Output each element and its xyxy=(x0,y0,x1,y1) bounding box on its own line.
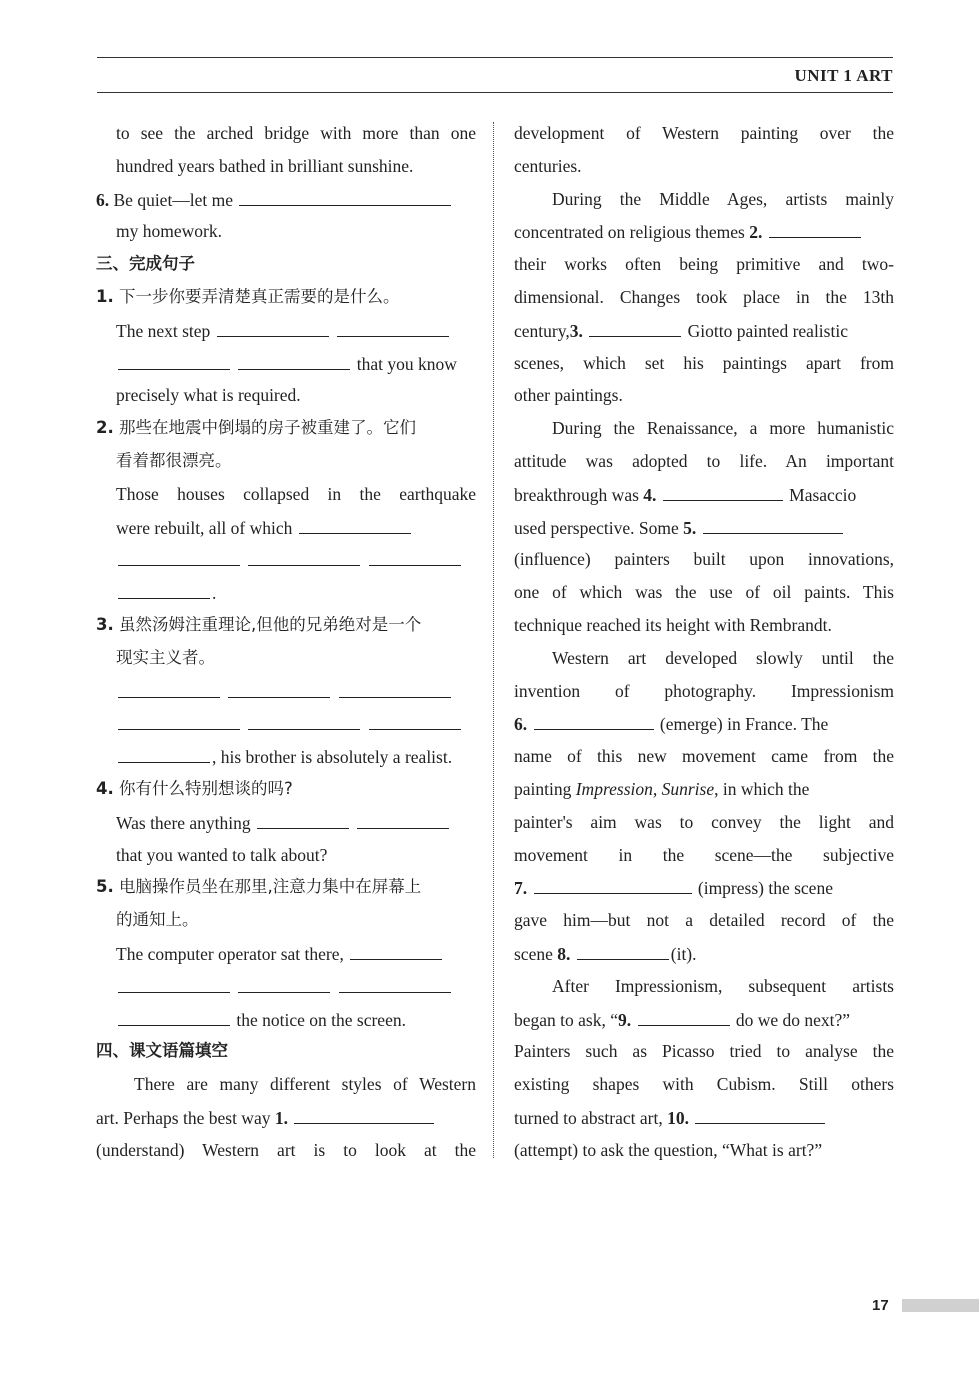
passage-line xyxy=(514,314,894,347)
left-column xyxy=(96,117,476,1167)
passage-line xyxy=(514,511,894,544)
answer-blank[interactable] xyxy=(239,183,451,206)
blank-number: 6. xyxy=(514,714,528,735)
question-number: 3. xyxy=(96,614,114,634)
page-number: 17 xyxy=(872,1297,889,1314)
text-line: scenes, which set his paintings apart from xyxy=(514,352,894,373)
sentence-text: The computer operator sat there, xyxy=(116,943,344,964)
question-number: 4. xyxy=(96,778,114,798)
passage-line xyxy=(514,871,894,904)
text-line: (attempt) to ask the question, “What is art?” xyxy=(514,1139,823,1160)
text-line: Those houses collapsed in the earthquake xyxy=(116,483,476,504)
answer-blank[interactable] xyxy=(118,1003,230,1026)
chinese-prompt: 虽然汤姆注重理论,但他的兄弟绝对是一个 xyxy=(113,614,422,634)
text-line: Western art developed slowly until the xyxy=(552,647,894,668)
sentence-2-line xyxy=(96,543,476,576)
text-line: technique reached its height with Rembrandt. xyxy=(514,614,832,635)
answer-blank[interactable] xyxy=(339,970,451,993)
sentence-text: . xyxy=(212,583,217,604)
chinese-prompt: 下一步你要弄清楚真正需要的是什么。 xyxy=(113,286,400,306)
sentence-1-line xyxy=(96,314,476,347)
passage-text: (impress) the scene xyxy=(697,878,833,899)
blank-number: 5. xyxy=(683,517,697,538)
sentence-text: The next step xyxy=(116,320,211,341)
passage-text: Masaccio xyxy=(789,484,857,505)
text-line: movement in the scene—the subjective xyxy=(514,844,894,865)
answer-blank[interactable] xyxy=(534,707,654,730)
sentence-text: Was there anything xyxy=(116,812,251,833)
header-top-rule xyxy=(97,57,893,58)
chinese-prompt: 你有什么特别想谈的吗? xyxy=(113,778,293,798)
question-number: 6. xyxy=(96,189,110,210)
answer-blank[interactable] xyxy=(663,478,783,501)
passage-text: do we do next?” xyxy=(735,1009,851,1030)
text-line: (influence) painters built upon innovations, xyxy=(514,549,894,570)
answer-blank[interactable] xyxy=(534,871,692,894)
sentence-text: the notice on the screen. xyxy=(236,1009,406,1030)
passage-text: Giotto painted realistic xyxy=(687,320,848,341)
sentence-3-line xyxy=(96,675,476,708)
answer-blank[interactable] xyxy=(238,347,350,370)
passage-line xyxy=(514,937,894,970)
answer-blank[interactable] xyxy=(337,314,449,337)
sentence-1-line xyxy=(96,347,476,380)
text-line: During the Renaissance, a more humanistic xyxy=(552,418,894,439)
text-line: gave him—but not a detailed record of the xyxy=(514,910,894,931)
text-line: Painters such as Picasso tried to analyse the xyxy=(514,1041,894,1062)
sentence-text: that you know xyxy=(356,353,457,374)
text-line: attitude was adopted to life. An important xyxy=(514,450,894,471)
passage-text: turned to abstract art, xyxy=(514,1107,663,1128)
chinese-prompt: 电脑操作员坐在那里,注意力集中在屏幕上 xyxy=(113,877,422,897)
answer-blank[interactable] xyxy=(357,806,449,829)
answer-blank[interactable] xyxy=(369,543,461,566)
right-column xyxy=(514,117,894,1167)
unit-header: UNIT 1 ART xyxy=(794,66,893,85)
sentence-2-line xyxy=(96,576,476,609)
passage-line xyxy=(514,707,894,740)
sentence-5-line xyxy=(96,1003,476,1036)
answer-blank[interactable] xyxy=(118,675,220,698)
sentence-2-chinese xyxy=(96,412,476,445)
section-heading-4: 四、课文语篇填空 xyxy=(96,1041,228,1061)
sentence-3-chinese xyxy=(96,609,476,642)
passage-line xyxy=(96,1101,476,1134)
answer-blank[interactable] xyxy=(248,543,360,566)
sentence-5-chinese xyxy=(96,871,476,904)
blank-number: 1. xyxy=(274,1107,288,1128)
text-line: existing shapes with Cubism. Still others xyxy=(514,1074,894,1095)
passage-text: used perspective. Some xyxy=(514,517,679,538)
answer-blank[interactable] xyxy=(638,1003,730,1026)
question-number: 1. xyxy=(96,286,114,306)
blank-number: 2. xyxy=(749,222,763,243)
text-line: painter's aim was to convey the light and xyxy=(514,811,894,832)
passage-line xyxy=(514,1101,894,1134)
page-number-bar xyxy=(902,1299,979,1312)
answer-blank[interactable] xyxy=(118,707,240,730)
text-line: that you wanted to talk about? xyxy=(116,844,328,865)
answer-blank[interactable] xyxy=(118,970,230,993)
text-line: my homework. xyxy=(116,221,222,242)
passage-text: art. Perhaps the best way xyxy=(96,1107,271,1128)
answer-blank[interactable] xyxy=(299,511,411,534)
text-line: hundred years bathed in brilliant sunshine. xyxy=(116,155,414,176)
text-line: name of this new movement came from the xyxy=(514,746,894,767)
text-line: to see the arched bridge with more than one xyxy=(116,123,476,143)
painting-title: Impression, Sunrise xyxy=(575,778,715,799)
passage-line xyxy=(514,1003,894,1036)
text-line: There are many different styles of Western xyxy=(134,1074,476,1095)
answer-blank[interactable] xyxy=(238,970,330,993)
chinese-prompt: 那些在地震中倒塌的房子被重建了。它们 xyxy=(113,418,416,438)
blank-number: 10. xyxy=(667,1107,689,1128)
question-text: Be quiet—let me xyxy=(109,189,234,210)
sentence-4-chinese xyxy=(96,773,476,806)
blank-number: 8. xyxy=(557,943,571,964)
answer-blank[interactable] xyxy=(217,314,329,337)
blank-number: 7. xyxy=(514,878,528,899)
passage-text: scene xyxy=(514,943,553,964)
sentence-3-line xyxy=(96,740,476,773)
answer-blank[interactable] xyxy=(695,1101,825,1124)
chinese-prompt: 看着都很漂亮。 xyxy=(116,450,232,470)
blank-number: 3. xyxy=(569,320,583,341)
answer-blank[interactable] xyxy=(589,314,681,337)
text-line: centuries. xyxy=(514,155,582,176)
passage-text: breakthrough was xyxy=(514,484,639,505)
answer-blank[interactable] xyxy=(228,675,330,698)
passage-line xyxy=(514,215,894,248)
answer-blank[interactable] xyxy=(703,511,843,534)
answer-blank[interactable] xyxy=(769,215,861,238)
passage-text: , in which the xyxy=(714,778,810,799)
sentence-5-line xyxy=(96,970,476,1003)
chinese-prompt: 的通知上。 xyxy=(116,910,199,930)
passage-text: (it). xyxy=(670,943,697,964)
passage-text: concentrated on religious themes xyxy=(514,222,745,243)
answer-blank[interactable] xyxy=(257,806,349,829)
text-line: their works often being primitive and two- xyxy=(514,254,894,275)
section-heading-3: 三、完成句子 xyxy=(96,254,195,274)
answer-blank[interactable] xyxy=(339,675,451,698)
text-line: other paintings. xyxy=(514,385,623,406)
text-line: invention of photography. Impressionism xyxy=(514,680,894,701)
sentence-5-line xyxy=(96,937,476,970)
passage-text: (emerge) in France. The xyxy=(659,714,829,735)
blank-number: 4. xyxy=(643,484,657,505)
answer-blank[interactable] xyxy=(118,576,210,599)
text-line: (understand) Western art is to look at the xyxy=(96,1139,476,1160)
passage-text: painting xyxy=(514,778,572,799)
passage-text: century, xyxy=(514,320,570,341)
answer-blank[interactable] xyxy=(118,740,210,763)
text-line: During the Middle Ages, artists mainly xyxy=(552,188,894,209)
sentence-text: were rebuilt, all of which xyxy=(116,517,293,538)
sentence-3-line xyxy=(96,707,476,740)
sentence-text: , his brother is absolutely a realist. xyxy=(212,747,453,768)
blank-number: 9. xyxy=(618,1009,632,1030)
question-number: 2. xyxy=(96,418,114,438)
passage-line xyxy=(514,478,894,511)
passage-text: began to ask, “ xyxy=(514,1009,618,1030)
question-number: 5. xyxy=(96,877,114,897)
answer-blank[interactable] xyxy=(118,347,230,370)
text-line: one of which was the use of oil paints. This xyxy=(514,582,894,603)
answer-blank[interactable] xyxy=(248,707,360,730)
chinese-prompt: 现实主义者。 xyxy=(116,647,215,667)
answer-blank[interactable] xyxy=(577,937,669,960)
sentence-2-line xyxy=(96,511,476,544)
text-line: development of Western painting over the xyxy=(514,123,894,143)
sentence-4-line xyxy=(96,806,476,839)
answer-blank[interactable] xyxy=(369,707,461,730)
passage-line xyxy=(514,773,894,806)
question-6 xyxy=(96,183,476,216)
header-bottom-rule xyxy=(97,92,893,93)
answer-blank[interactable] xyxy=(294,1101,434,1124)
text-line: After Impressionism, subsequent artists xyxy=(552,975,894,996)
text-line: dimensional. Changes took place in the 13th xyxy=(514,286,894,307)
answer-blank[interactable] xyxy=(350,937,442,960)
sentence-1-chinese xyxy=(96,281,476,314)
text-line: precisely what is required. xyxy=(116,385,301,406)
answer-blank[interactable] xyxy=(118,543,240,566)
column-divider xyxy=(493,122,494,1158)
